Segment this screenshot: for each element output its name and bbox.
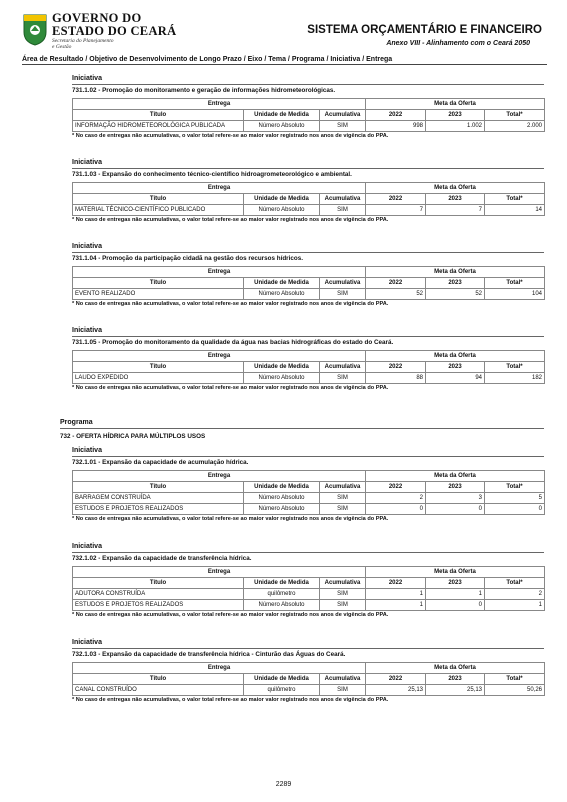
cell-2023: 7 <box>426 205 485 216</box>
table-row <box>73 589 545 600</box>
table-footnote: * No caso de entregas não acumulativas, o valor total refere-se ao maior valor registrado nos anos de vigência do PPA. <box>72 301 389 307</box>
meta-header: Meta da Oferta <box>366 663 545 674</box>
table-row <box>73 121 545 132</box>
cell-unidade: Número Absoluto <box>244 373 320 384</box>
logo-secretariat-1: Secretaria do Planejamento <box>52 38 114 44</box>
col-2022: 2022 <box>366 482 426 493</box>
col-unidade: Unidade de Medida <box>244 362 320 373</box>
col-unidade: Unidade de Medida <box>244 278 320 289</box>
table-row <box>73 493 545 504</box>
col-titulo: Título <box>73 194 244 205</box>
initiative-label: Iniciativa <box>72 243 544 253</box>
table-footnote: * No caso de entregas não acumulativas, o valor total refere-se ao maior valor registrado nos anos de vigência do PPA. <box>72 612 389 618</box>
col-acumulativa: Acumulativa <box>320 674 366 685</box>
deliverables-table <box>72 566 545 611</box>
meta-header: Meta da Oferta <box>366 471 545 482</box>
col-total: Total* <box>485 362 545 373</box>
col-2023: 2023 <box>426 194 485 205</box>
col-titulo: Título <box>73 578 244 589</box>
cell-unidade: Número Absoluto <box>244 504 320 515</box>
cell-2023: 25,13 <box>426 685 485 696</box>
col-2022: 2022 <box>366 674 426 685</box>
initiative-label: Iniciativa <box>72 639 544 649</box>
meta-header: Meta da Oferta <box>366 267 545 278</box>
cell-total: 1 <box>485 600 545 611</box>
cell-2022: 0 <box>366 504 426 515</box>
meta-header: Meta da Oferta <box>366 99 545 110</box>
cell-total: 104 <box>485 289 545 300</box>
cell-unidade: Número Absoluto <box>244 600 320 611</box>
cell-2022: 52 <box>366 289 426 300</box>
deliverables-table <box>72 662 545 696</box>
table-footnote: * No caso de entregas não acumulativas, o valor total refere-se ao maior valor registrado nos anos de vigência do PPA. <box>72 217 389 223</box>
initiative-section <box>72 327 544 391</box>
col-unidade: Unidade de Medida <box>244 482 320 493</box>
table-row <box>73 373 545 384</box>
cell-2022: 1 <box>366 589 426 600</box>
cell-2023: 52 <box>426 289 485 300</box>
deliverables-table <box>72 470 545 515</box>
entrega-header: Entrega <box>73 99 366 110</box>
table-footnote: * No caso de entregas não acumulativas, o valor total refere-se ao maior valor registrado nos anos de vigência do PPA. <box>72 697 389 703</box>
meta-header: Meta da Oferta <box>366 351 545 362</box>
cell-unidade: Número Absoluto <box>244 493 320 504</box>
cell-titulo: LAUDO EXPEDIDO <box>73 373 244 384</box>
entrega-header: Entrega <box>73 663 366 674</box>
cell-total: 2.000 <box>485 121 545 132</box>
table-row <box>73 685 545 696</box>
cell-total: 0 <box>485 504 545 515</box>
col-2022: 2022 <box>366 110 426 121</box>
col-total: Total* <box>485 674 545 685</box>
government-logo-text <box>52 12 176 50</box>
cell-2023: 94 <box>426 373 485 384</box>
cell-titulo: MATERIAL TÉCNICO-CIENTÍFICO PUBLICADO <box>73 205 244 216</box>
page-header <box>22 12 552 58</box>
cell-acumulativa: SIM <box>320 504 366 515</box>
entrega-header: Entrega <box>73 351 366 362</box>
col-2023: 2023 <box>426 674 485 685</box>
col-2022: 2022 <box>366 362 426 373</box>
cell-2022: 2 <box>366 493 426 504</box>
col-acumulativa: Acumulativa <box>320 278 366 289</box>
cell-titulo: INFORMAÇÃO HIDROMETEOROLÓGICA PUBLICADA <box>73 121 244 132</box>
initiative-title: 731.1.02 - Promoção do monitoramento e geração de informações hidrometeorológicas. <box>72 87 336 94</box>
cell-2023: 1.002 <box>426 121 485 132</box>
cell-acumulativa: SIM <box>320 493 366 504</box>
page-number: 2289 <box>275 781 292 788</box>
col-titulo: Título <box>73 482 244 493</box>
cell-acumulativa: SIM <box>320 205 366 216</box>
cell-titulo: CANAL CONSTRUÍDO <box>73 685 244 696</box>
cell-unidade: quilômetro <box>244 589 320 600</box>
col-2023: 2023 <box>426 578 485 589</box>
col-acumulativa: Acumulativa <box>320 194 366 205</box>
table-footnote: * No caso de entregas não acumulativas, o valor total refere-se ao maior valor registrado nos anos de vigência do PPA. <box>72 133 389 139</box>
meta-header: Meta da Oferta <box>366 183 545 194</box>
col-unidade: Unidade de Medida <box>244 110 320 121</box>
col-total: Total* <box>485 278 545 289</box>
col-total: Total* <box>485 110 545 121</box>
cell-2022: 25,13 <box>366 685 426 696</box>
cell-total: 14 <box>485 205 545 216</box>
initiative-section <box>72 447 544 522</box>
col-titulo: Título <box>73 362 244 373</box>
initiative-label: Iniciativa <box>72 75 544 85</box>
cell-2023: 0 <box>426 600 485 611</box>
initiative-title: 731.1.05 - Promoção do monitoramento da qualidade da água nas bacias hidrográficas do estado do Ceará. <box>72 339 394 346</box>
cell-acumulativa: SIM <box>320 589 366 600</box>
cell-acumulativa: SIM <box>320 289 366 300</box>
col-2023: 2023 <box>426 362 485 373</box>
deliverables-table <box>72 266 545 300</box>
initiative-label: Iniciativa <box>72 159 544 169</box>
cell-2022: 88 <box>366 373 426 384</box>
ceara-coat-of-arms-icon <box>22 12 48 46</box>
table-footnote: * No caso de entregas não acumulativas, o valor total refere-se ao maior valor registrado nos anos de vigência do PPA. <box>72 385 389 391</box>
initiative-title: 731.1.03 - Expansão do conhecimento técnico-científico hidroagrometeorológico e ambiental. <box>72 171 352 178</box>
initiative-title: 732.1.03 - Expansão da capacidade de transferência hídrica - Cinturão das Águas do Ceará. <box>72 651 346 658</box>
col-acumulativa: Acumulativa <box>320 110 366 121</box>
cell-unidade: quilômetro <box>244 685 320 696</box>
cell-unidade: Número Absoluto <box>244 121 320 132</box>
col-acumulativa: Acumulativa <box>320 362 366 373</box>
initiative-title: 732.1.02 - Expansão da capacidade de transferência hídrica. <box>72 555 252 562</box>
col-total: Total* <box>485 578 545 589</box>
initiative-title: 732.1.01 - Expansão da capacidade de acumulação hídrica. <box>72 459 249 466</box>
table-row <box>73 504 545 515</box>
annex-subtitle: Anexo VIII - Alinhamento com o Ceará 2050 <box>386 40 530 47</box>
breadcrumb: Área de Resultado / Objetivo de Desenvolvimento de Longo Prazo / Eixo / Tema / Programa / Iniciativa / Entrega <box>22 56 547 65</box>
col-unidade: Unidade de Medida <box>244 194 320 205</box>
col-2023: 2023 <box>426 278 485 289</box>
cell-total: 2 <box>485 589 545 600</box>
logo-line-1: GOVERNO DO <box>52 11 142 25</box>
entrega-header: Entrega <box>73 471 366 482</box>
table-row <box>73 205 545 216</box>
cell-titulo: ADUTORA CONSTRUÍDA <box>73 589 244 600</box>
logo-line-2: ESTADO DO CEARÁ <box>52 24 177 38</box>
cell-titulo: EVENTO REALIZADO <box>73 289 244 300</box>
col-total: Total* <box>485 194 545 205</box>
cell-total: 182 <box>485 373 545 384</box>
table-row <box>73 289 545 300</box>
initiative-label: Iniciativa <box>72 543 544 553</box>
initiative-section <box>72 639 544 703</box>
col-total: Total* <box>485 482 545 493</box>
col-2022: 2022 <box>366 194 426 205</box>
col-titulo: Título <box>73 278 244 289</box>
cell-titulo: ESTUDOS E PROJETOS REALIZADOS <box>73 600 244 611</box>
col-2023: 2023 <box>426 482 485 493</box>
cell-total: 50,26 <box>485 685 545 696</box>
entrega-header: Entrega <box>73 567 366 578</box>
cell-titulo: ESTUDOS E PROJETOS REALIZADOS <box>73 504 244 515</box>
cell-2023: 3 <box>426 493 485 504</box>
deliverables-table <box>72 350 545 384</box>
table-row <box>73 600 545 611</box>
cell-acumulativa: SIM <box>320 121 366 132</box>
col-unidade: Unidade de Medida <box>244 674 320 685</box>
cell-2023: 0 <box>426 504 485 515</box>
entrega-header: Entrega <box>73 183 366 194</box>
initiative-section <box>72 75 544 139</box>
col-2022: 2022 <box>366 578 426 589</box>
logo-secretariat-2: e Gestão <box>52 44 72 50</box>
col-unidade: Unidade de Medida <box>244 578 320 589</box>
initiative-section <box>72 243 544 307</box>
system-title: SISTEMA ORÇAMENTÁRIO E FINANCEIRO <box>307 24 542 36</box>
cell-total: 5 <box>485 493 545 504</box>
col-2022: 2022 <box>366 278 426 289</box>
col-titulo: Título <box>73 110 244 121</box>
entrega-header: Entrega <box>73 267 366 278</box>
initiative-label: Iniciativa <box>72 327 544 337</box>
deliverables-table <box>72 98 545 132</box>
cell-2023: 1 <box>426 589 485 600</box>
cell-acumulativa: SIM <box>320 600 366 611</box>
program-label: Programa <box>60 419 544 429</box>
cell-titulo: BARRAGEM CONSTRUÍDA <box>73 493 244 504</box>
cell-2022: 998 <box>366 121 426 132</box>
meta-header: Meta da Oferta <box>366 567 545 578</box>
deliverables-table <box>72 182 545 216</box>
initiative-label: Iniciativa <box>72 447 544 457</box>
initiative-section <box>72 159 544 223</box>
cell-acumulativa: SIM <box>320 685 366 696</box>
initiative-section <box>72 543 544 618</box>
cell-acumulativa: SIM <box>320 373 366 384</box>
program-title: 732 - OFERTA HÍDRICA PARA MÚLTIPLOS USOS <box>60 433 206 440</box>
col-acumulativa: Acumulativa <box>320 578 366 589</box>
cell-unidade: Número Absoluto <box>244 205 320 216</box>
col-titulo: Título <box>73 674 244 685</box>
initiative-title: 731.1.04 - Promoção da participação cidadã na gestão dos recursos hídricos. <box>72 255 303 262</box>
col-2023: 2023 <box>426 110 485 121</box>
cell-2022: 7 <box>366 205 426 216</box>
cell-unidade: Número Absoluto <box>244 289 320 300</box>
col-acumulativa: Acumulativa <box>320 482 366 493</box>
table-footnote: * No caso de entregas não acumulativas, o valor total refere-se ao maior valor registrado nos anos de vigência do PPA. <box>72 516 389 522</box>
cell-2022: 1 <box>366 600 426 611</box>
